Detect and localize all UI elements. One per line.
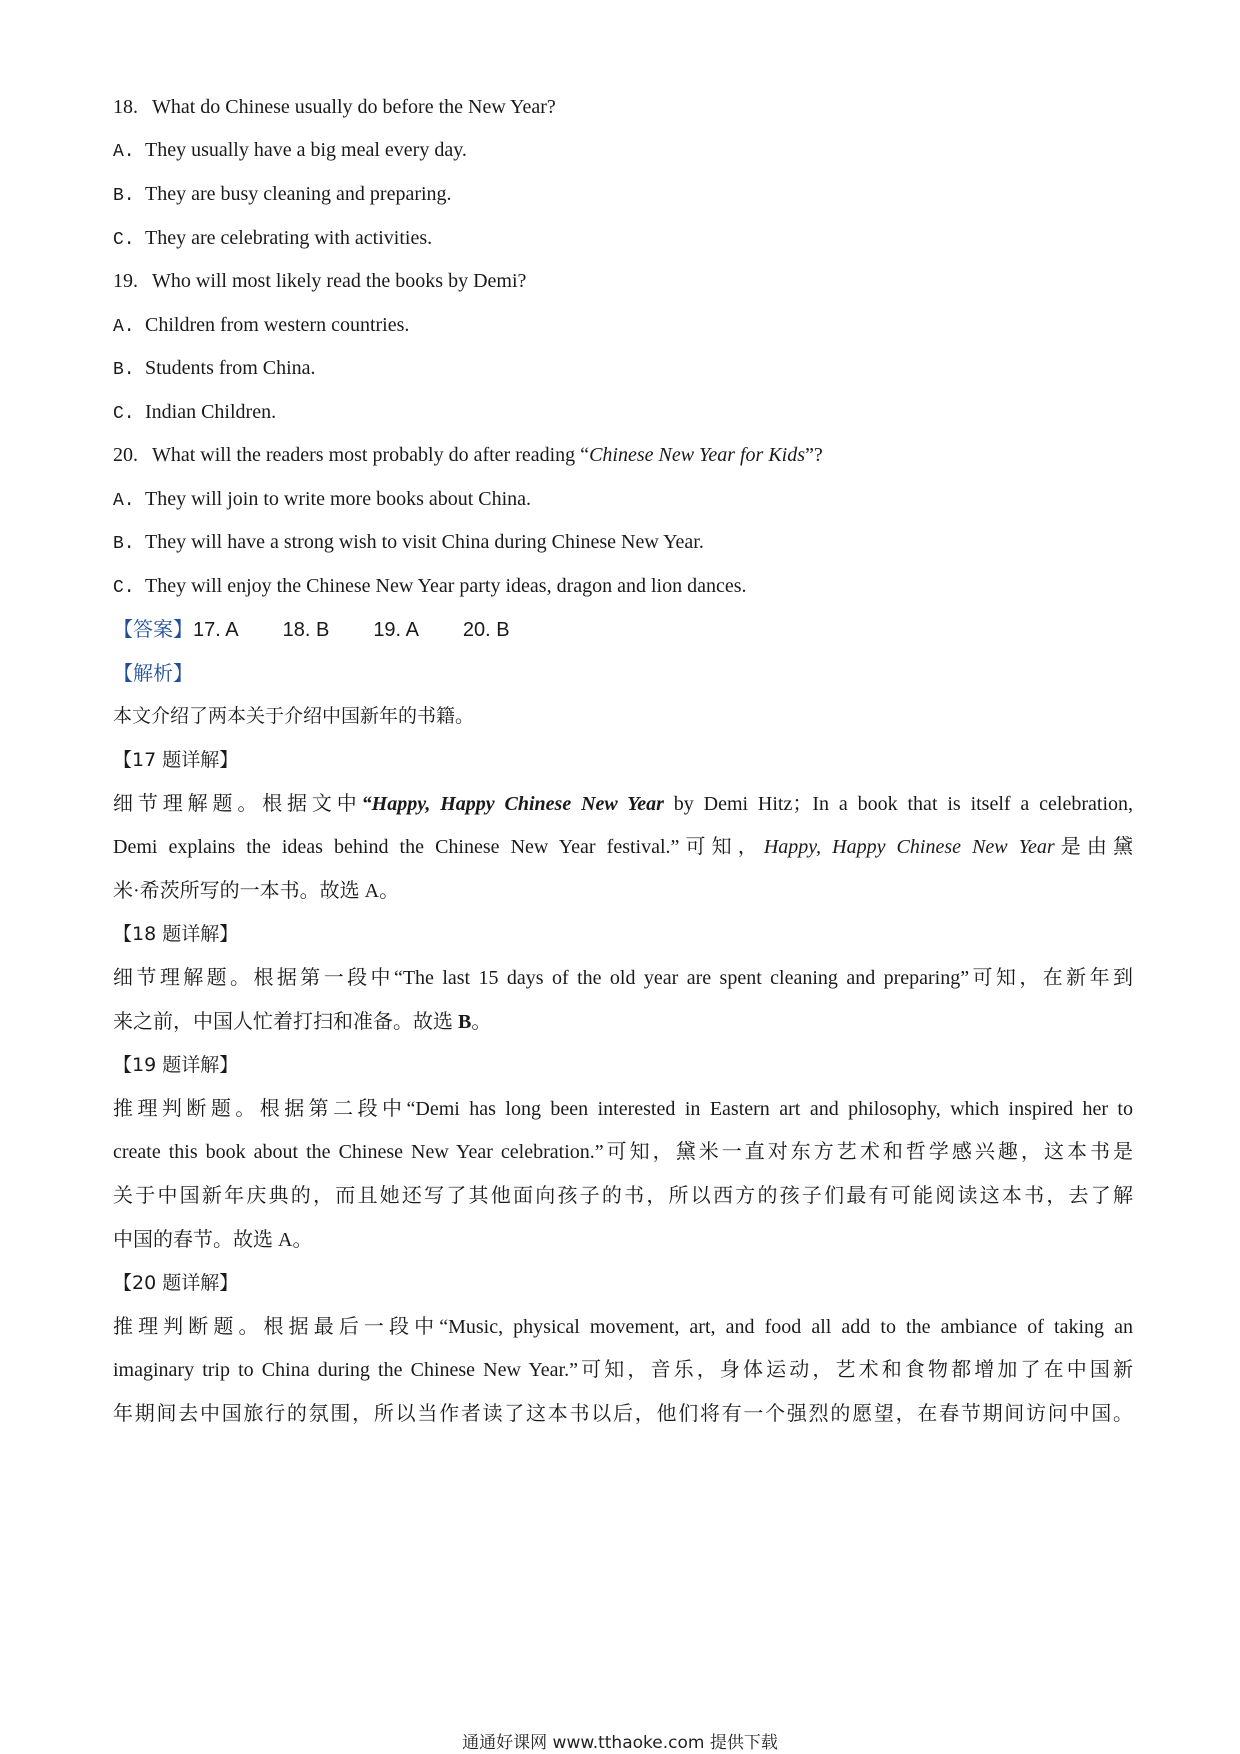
- detail-text: 是由黛: [1054, 836, 1133, 859]
- option-20-a: [113, 484, 1133, 516]
- detail-text: B: [458, 1010, 472, 1033]
- analysis-summary: 本文介绍了两本关于介绍中国新年的书籍。: [113, 705, 475, 727]
- option-19-c: [113, 397, 1133, 429]
- detail-text-line: [113, 963, 1133, 993]
- option-text: They will have a strong wish to visit China during Chinese New Year.: [145, 531, 704, 553]
- detail-text: 推理判断题。根据第二段中“Demi has long been interested in Eastern art and philosophy, which inspired her to: [113, 1097, 1133, 1120]
- option-18-a: [113, 135, 1133, 167]
- detail-text: 细节理解题。根据第一段中“The last 15 days of the old year are spent cleaning and preparing”可知，在新年到: [113, 967, 1133, 989]
- option-text: They will enjoy the Chinese New Year party ideas, dragon and lion dances.: [145, 575, 747, 597]
- detail-text: 关于中国新年庆典的，而且她还写了其他面向孩子的书，所以西方的孩子们最有可能阅读这本书，去了解: [113, 1185, 1133, 1207]
- detail-text: 。: [471, 1010, 492, 1033]
- option-19-a: [113, 310, 1133, 342]
- option-letter: A.: [113, 317, 135, 337]
- analysis-label-line: [113, 658, 1133, 689]
- answer-item: 17. A: [193, 619, 239, 641]
- question-text: Who will most likely read the books by Demi?: [152, 270, 527, 292]
- answer-line: [113, 614, 1133, 645]
- option-letter: B.: [113, 534, 135, 554]
- question-20: [113, 440, 1133, 470]
- detail-text: create this book about the Chinese New Year celebration.”可知，黛米一直对东方艺术和哲学感兴趣，这本书是: [113, 1141, 1133, 1164]
- detail-text-line: [113, 1181, 1133, 1211]
- detail-text-line: [113, 1312, 1133, 1342]
- option-letter: A.: [113, 491, 135, 511]
- option-19-b: [113, 353, 1133, 385]
- detail-text: by Demi Hitz；In a book that is itself a celebration,: [663, 792, 1134, 815]
- book-title: Chinese New Year for Kids: [589, 444, 806, 466]
- question-text: What will the readers most probably do after reading “: [152, 444, 590, 466]
- detail-text: Happy, Happy Chinese New Year: [763, 836, 1055, 859]
- detail-text-line: [113, 1225, 1133, 1255]
- option-text: They usually have a big meal every day.: [145, 139, 467, 161]
- detail-text-line: [113, 876, 1133, 906]
- detail-text-line: [113, 1355, 1133, 1385]
- detail-text: 推理判断题。根据最后一段中“Music, physical movement, art, and food all add to the ambiance of taking an: [113, 1315, 1133, 1338]
- detail-heading: 【20 题详解】: [113, 1272, 239, 1295]
- detail-text-line: [113, 1399, 1133, 1429]
- answer-item: 18. B: [282, 619, 330, 641]
- question-text: What do Chinese usually do before the New Year?: [152, 96, 556, 118]
- option-letter: C.: [113, 578, 135, 598]
- option-text: Students from China.: [145, 357, 316, 379]
- option-letter: C.: [113, 230, 135, 250]
- detail-text: 来之前，中国人忙着打扫和准备。故选: [113, 1010, 458, 1033]
- option-18-b: [113, 179, 1133, 211]
- option-letter: B.: [113, 186, 135, 206]
- answer-item: 20. B: [462, 619, 510, 641]
- option-text: Indian Children.: [145, 401, 277, 423]
- detail-text: “Happy, Happy Chinese New Year: [361, 792, 664, 815]
- question-number: 18.: [113, 96, 138, 118]
- detail-text: 细节理解题。根据文中: [113, 792, 362, 815]
- question-number: 20.: [113, 444, 138, 466]
- detail-text-line: [113, 832, 1133, 862]
- detail-heading: 【19 题详解】: [113, 1054, 239, 1077]
- option-letter: C.: [113, 404, 135, 424]
- detail-text: imaginary trip to China during the Chinese New Year.”可知，音乐，身体运动，艺术和食物都增加了在中国新: [113, 1359, 1133, 1382]
- analysis-label: 【解析】: [113, 661, 193, 685]
- option-20-c: [113, 571, 1133, 603]
- option-text: They will join to write more books about China.: [145, 488, 532, 510]
- detail-text-line: [113, 789, 1133, 819]
- answer-label: 【答案】: [113, 617, 193, 641]
- answer-item: 19. A: [373, 619, 419, 641]
- detail-text: 年期间去中国旅行的氛围，所以当作者读了这本书以后，他们将有一个强烈的愿望，在春节期间访问中国。: [113, 1403, 1133, 1425]
- detail-text-line: [113, 1007, 1133, 1037]
- detail-text: Demi explains the ideas behind the Chinese New Year festival.”可知，: [113, 836, 764, 859]
- option-letter: B.: [113, 360, 135, 380]
- option-text: Children from western countries.: [145, 314, 410, 336]
- option-text: They are busy cleaning and preparing.: [145, 183, 452, 205]
- option-18-c: [113, 223, 1133, 255]
- question-19: [113, 266, 1133, 296]
- question-text-end: ”?: [805, 444, 823, 466]
- detail-heading: 【18 题详解】: [113, 923, 239, 946]
- option-letter: A.: [113, 142, 135, 162]
- option-text: They are celebrating with activities.: [145, 227, 433, 249]
- detail-text-line: [113, 1137, 1133, 1167]
- question-number: 19.: [113, 270, 138, 292]
- page-footer: 通通好课网 www.tthaoke.com 提供下载: [462, 1733, 778, 1753]
- detail-heading: 【17 题详解】: [113, 749, 239, 771]
- question-18: [113, 92, 1133, 122]
- detail-text: 米·希茨所写的一本书。故选 A。: [113, 879, 400, 902]
- detail-text: 中国的春节。故选 A。: [113, 1228, 313, 1251]
- option-20-b: [113, 527, 1133, 559]
- detail-text-line: [113, 1094, 1133, 1124]
